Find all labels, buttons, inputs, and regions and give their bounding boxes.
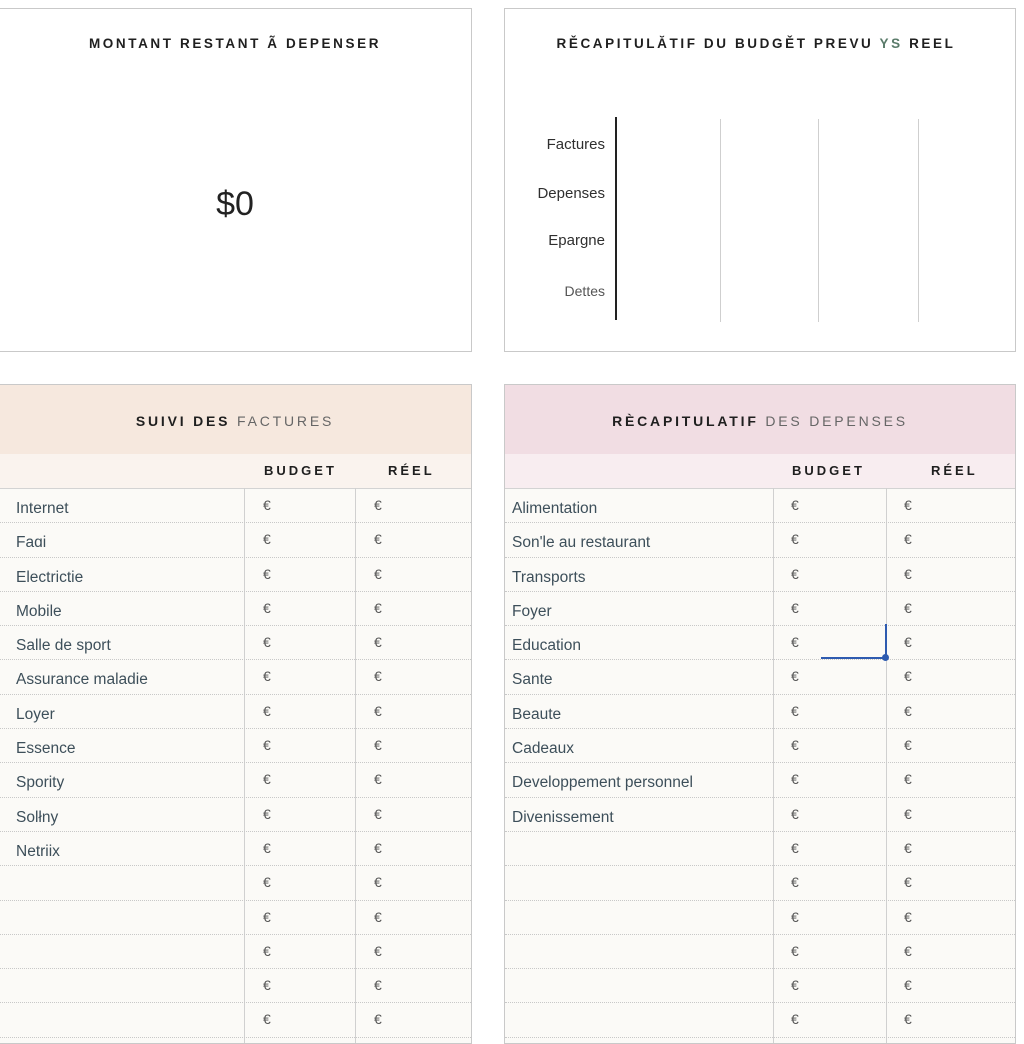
bills-table [0, 384, 472, 1044]
budget-summary-title-accent: YS [879, 36, 903, 51]
expenses-budget-cell[interactable]: € [791, 634, 799, 651]
cell-selection-border [885, 624, 887, 658]
expenses-real-cell[interactable]: € [904, 874, 912, 891]
expenses-row [505, 660, 1015, 694]
expenses-budget-cell[interactable]: € [791, 805, 799, 822]
bills-real-cell[interactable]: € [374, 565, 382, 582]
expenses-real-cell[interactable]: € [904, 565, 912, 582]
bills-budget-cell[interactable]: € [263, 497, 271, 513]
category-label-dettes: Dettes [564, 283, 605, 299]
bills-row [0, 763, 471, 797]
budget-summary-title-main: RĚCAPITULĂTIF DU BUDGĚT PREVU [556, 36, 880, 51]
bills-budget-cell[interactable]: € [263, 531, 271, 548]
expenses-row-label[interactable]: Transports [512, 568, 586, 586]
bills-row [0, 489, 471, 523]
expenses-real-cell[interactable]: € [904, 771, 912, 788]
bills-row [0, 558, 471, 592]
expenses-budget-cell[interactable]: € [791, 737, 799, 754]
bills-row-label[interactable]: Electrictie [16, 568, 84, 586]
budget-summary-title [497, 36, 1015, 51]
expenses-col-budget: BUDGET [792, 463, 865, 478]
bills-budget-cell[interactable]: € [263, 942, 271, 959]
expenses-row-label[interactable]: Developpement personnel [512, 774, 693, 792]
bills-row [0, 626, 471, 660]
category-label-factures: Factures [546, 136, 605, 153]
expenses-row [505, 729, 1015, 763]
budget-summary-card [504, 8, 1016, 352]
bills-col-budget: BUDGET [264, 463, 337, 478]
expenses-row-label[interactable]: Sante [512, 671, 553, 689]
bills-real-cell[interactable]: € [374, 737, 382, 754]
bills-real-cell[interactable]: € [374, 839, 382, 856]
expenses-budget-cell[interactable]: € [791, 531, 799, 548]
expenses-real-cell[interactable]: € [904, 702, 912, 719]
bills-budget-cell[interactable]: € [263, 737, 271, 754]
bills-col-real: RÉEL [388, 463, 435, 478]
expenses-budget-cell[interactable]: € [791, 702, 799, 719]
expenses-real-cell[interactable]: € [904, 634, 912, 651]
bills-budget-cell[interactable]: € [263, 839, 271, 856]
expenses-row-label[interactable]: Son'le au restaurant [512, 534, 651, 552]
expenses-title-light: DES DEPENSES [765, 413, 908, 429]
bills-row-label[interactable]: Loyer [16, 705, 55, 723]
expenses-budget-cell[interactable]: € [791, 771, 799, 788]
expenses-row-label[interactable]: Education [512, 637, 581, 655]
expenses-row-label[interactable]: Foyer [512, 602, 552, 620]
expenses-real-cell[interactable]: € [904, 1011, 912, 1028]
category-label-depenses: Depenses [537, 185, 605, 202]
expenses-row [505, 695, 1015, 729]
bills-row [0, 935, 471, 969]
expenses-table-title [505, 413, 1015, 429]
expenses-budget-cell[interactable]: € [791, 668, 799, 685]
bills-row [0, 969, 471, 1003]
chart-gridline [818, 119, 819, 322]
bills-row [0, 592, 471, 626]
bills-real-cell[interactable]: € [374, 634, 382, 651]
expenses-real-cell[interactable]: € [904, 839, 912, 856]
expenses-col-real: RÉEL [931, 463, 978, 478]
expenses-row [505, 558, 1015, 592]
bills-budget-cell[interactable]: € [263, 805, 271, 822]
expenses-row [505, 626, 1015, 660]
bills-real-cell[interactable]: € [374, 908, 382, 925]
amount-remaining-value: $0 [216, 185, 254, 223]
bills-table-header [0, 385, 471, 455]
expenses-budget-cell[interactable]: € [791, 839, 799, 856]
expenses-row-label[interactable]: Beaute [512, 705, 562, 723]
bills-row [0, 1003, 471, 1037]
expenses-title-main: RÈCAPITULATIF [612, 413, 759, 429]
expenses-row-label[interactable]: Divenissement [512, 808, 614, 826]
expenses-row [505, 763, 1015, 797]
bills-title-light: FACTURES [237, 413, 335, 429]
expenses-table-header [505, 385, 1015, 455]
bills-row [0, 832, 471, 866]
chart-gridline [918, 119, 919, 322]
expenses-row [505, 1003, 1015, 1037]
bills-row-label[interactable]: Essence [16, 740, 76, 758]
bills-row-label[interactable]: Faɑi [16, 534, 47, 552]
chart-gridline [720, 119, 721, 322]
expenses-row-label[interactable]: Alimentation [512, 500, 598, 517]
expenses-row [505, 489, 1015, 523]
expenses-real-cell[interactable]: € [904, 977, 912, 994]
expenses-budget-cell[interactable]: € [791, 942, 799, 959]
bills-row [0, 695, 471, 729]
expenses-real-cell[interactable]: € [904, 599, 912, 616]
budget-summary-title-end: REEL [902, 36, 956, 51]
bills-row-label[interactable]: Solłny [16, 808, 59, 826]
bills-row-label[interactable]: Internet [16, 500, 69, 517]
expenses-column-headers [505, 454, 1015, 489]
bills-real-cell[interactable]: € [374, 1011, 382, 1028]
bills-budget-cell[interactable]: € [263, 1011, 271, 1028]
bills-real-cell[interactable]: € [374, 668, 382, 685]
bills-rows [0, 489, 471, 1038]
expenses-real-cell[interactable]: € [904, 908, 912, 925]
bills-budget-cell[interactable]: € [263, 668, 271, 685]
chart-axis [615, 117, 617, 320]
expenses-budget-cell[interactable]: € [791, 908, 799, 925]
bills-row [0, 901, 471, 935]
bills-budget-cell[interactable]: € [263, 908, 271, 925]
expenses-budget-cell[interactable]: € [791, 874, 799, 891]
bills-row [0, 866, 471, 900]
expenses-row-label[interactable]: Cadeaux [512, 740, 575, 758]
bills-row-label[interactable]: Spority [16, 774, 65, 792]
bills-budget-cell[interactable]: € [263, 634, 271, 651]
fill-handle[interactable] [882, 654, 889, 661]
expenses-row [505, 969, 1015, 1003]
expenses-budget-cell[interactable]: € [791, 497, 799, 513]
bills-budget-cell[interactable]: € [263, 977, 271, 994]
bills-row-label[interactable]: Salle de sport [16, 637, 111, 655]
bills-row [0, 798, 471, 832]
expenses-row [505, 901, 1015, 935]
bills-row [0, 523, 471, 557]
bills-real-cell[interactable]: € [374, 497, 382, 513]
bills-budget-cell[interactable]: € [263, 599, 271, 616]
expenses-real-cell[interactable]: € [904, 737, 912, 754]
expenses-row [505, 523, 1015, 557]
expenses-real-cell[interactable]: € [904, 497, 912, 513]
bills-real-cell[interactable]: € [374, 771, 382, 788]
bills-title-main: SUIVI DES [135, 413, 231, 429]
bills-budget-cell[interactable]: € [263, 702, 271, 719]
amount-remaining-title: MONTANT RESTANT Ã DEPENSER [88, 36, 382, 51]
expenses-budget-cell[interactable]: € [791, 599, 799, 616]
expenses-row [505, 935, 1015, 969]
expenses-row [505, 866, 1015, 900]
bills-budget-cell[interactable]: € [263, 565, 271, 582]
amount-remaining-card [0, 8, 472, 352]
expenses-row [505, 592, 1015, 626]
bills-row-label[interactable]: Mobile [16, 602, 62, 620]
bills-row-label[interactable]: Netriix [16, 842, 60, 860]
bills-budget-cell[interactable]: € [263, 874, 271, 891]
expenses-real-cell[interactable]: € [904, 805, 912, 822]
bills-real-cell[interactable]: € [374, 599, 382, 616]
expenses-row [505, 798, 1015, 832]
bills-real-cell[interactable]: € [374, 942, 382, 959]
category-label-epargne: Epargne [548, 232, 605, 249]
bills-budget-cell[interactable]: € [263, 771, 271, 788]
expenses-real-cell[interactable]: € [904, 668, 912, 685]
expenses-real-cell[interactable]: € [904, 942, 912, 959]
bills-real-cell[interactable]: € [374, 874, 382, 891]
cell-selection-border [821, 657, 887, 659]
expenses-rows [505, 489, 1015, 1038]
bills-real-cell[interactable]: € [374, 531, 382, 548]
bills-row [0, 660, 471, 694]
bills-real-cell[interactable]: € [374, 702, 382, 719]
expenses-table [504, 384, 1016, 1044]
bills-real-cell[interactable]: € [374, 805, 382, 822]
expenses-row [505, 832, 1015, 866]
bills-row [0, 729, 471, 763]
expenses-budget-cell[interactable]: € [791, 565, 799, 582]
expenses-real-cell[interactable]: € [904, 531, 912, 548]
bills-table-title [0, 413, 471, 429]
bills-column-headers [0, 454, 471, 489]
bills-real-cell[interactable]: € [374, 977, 382, 994]
expenses-budget-cell[interactable]: € [791, 977, 799, 994]
bills-row-label[interactable]: Assurance maladie [16, 671, 148, 689]
expenses-budget-cell[interactable]: € [791, 1011, 799, 1028]
